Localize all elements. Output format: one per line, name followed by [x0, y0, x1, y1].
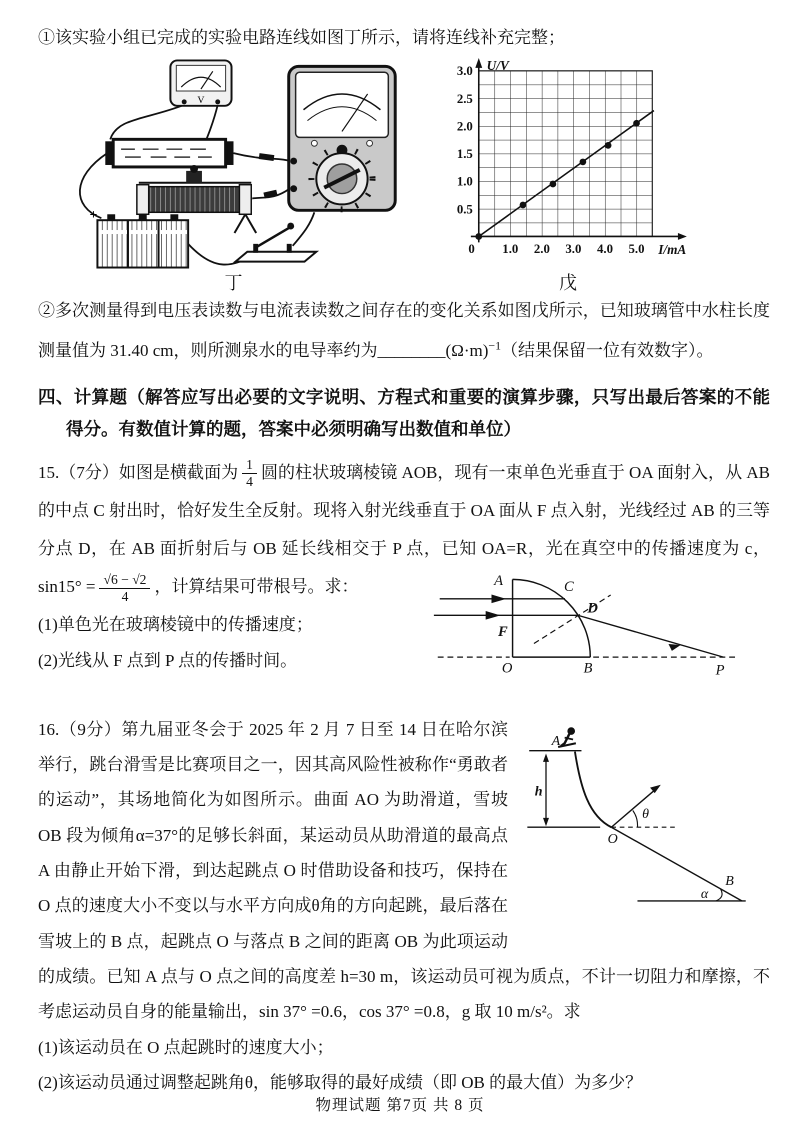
question-16 [38, 712, 770, 1101]
svg-text:5.0: 5.0 [628, 242, 645, 257]
q15-item-2: (2)光线从 F 点到 P 点的传播时间。 [38, 651, 298, 671]
takeoff-arrow [611, 784, 660, 826]
question-15 [38, 454, 770, 704]
unit-base: (Ω·m) [445, 340, 489, 360]
q14-subquestion-2 [38, 291, 770, 371]
circuit-diagram-figure [56, 57, 411, 269]
page-footer: 物理试题 第7页 共 8 页 [315, 1097, 485, 1114]
svg-text:3.0: 3.0 [456, 64, 473, 79]
q14-figures-row [56, 57, 770, 293]
svg-text:1.0: 1.0 [456, 174, 473, 189]
q15-seg2: 圆的柱状玻璃棱镜 AOB，现有一束单色光垂直于 OA 面射入，从 AB 的中点 C 射出时，恰好发生全反射。现将入射光线垂直于 OA 面从 F 点入射，光线经过 AB 的三等分点 D，在 AB 面折射后与 OB 延长线相交于 P 点，已知 OA=R，光在真空中的 [38, 462, 771, 559]
graph-figure-caption: 戊 [559, 272, 577, 293]
label-B: B [725, 873, 734, 889]
label-F: F [498, 624, 508, 641]
voltmeter-v-mark: V [197, 94, 205, 106]
svg-text:1.5: 1.5 [456, 146, 473, 161]
prism-labels [493, 574, 724, 679]
label-theta: θ [642, 806, 650, 822]
svg-text:1.0: 1.0 [502, 242, 519, 257]
voltmeter [170, 60, 231, 105]
y-axis-title: U/V [486, 57, 509, 73]
unit-exponent: −1 [488, 338, 502, 353]
ski-jump-figure-wrap [518, 714, 770, 924]
svg-text:0.5: 0.5 [456, 202, 473, 217]
prism-ray-figure [430, 570, 770, 685]
sin15-fraction: $\frac{√6 - √2}{4}$ [99, 572, 150, 604]
q15-item-1: (1)单色光在玻璃棱镜中的传播速度； [38, 614, 313, 634]
circuit-figure-caption: 丁 [224, 272, 243, 293]
q14-part2-text-b: （结果保留一位有效数字）。 [501, 340, 714, 360]
svg-text:2.0: 2.0 [533, 242, 550, 257]
ski-jump-figure [518, 714, 770, 919]
prism-figure-wrap [430, 570, 770, 699]
label-O: O [607, 831, 618, 847]
svg-text:2.0: 2.0 [456, 119, 473, 134]
circuit-figure-block [56, 57, 411, 295]
one-quarter-fraction: $\frac{1}{4}$ [242, 457, 257, 489]
skier-icon [558, 727, 576, 746]
label-O: O [501, 660, 513, 677]
graph-grid [479, 71, 653, 237]
theta-arc [633, 810, 638, 827]
label-alpha: α [700, 886, 709, 902]
slope-line [611, 827, 742, 901]
q14-part2-text-a: ②多次测量得到电压表读数与电流表读数之间存在的变化关系如图戊所示，已知玻璃管中水柱长度测量值为 31.40 cm，则所测泉水的电导率约为 [38, 300, 770, 360]
height-arrow [543, 753, 549, 826]
svg-text:3.0: 3.0 [565, 242, 582, 257]
inrun-curve [575, 751, 611, 827]
switch [235, 223, 316, 262]
label-P: P [715, 662, 725, 679]
label-A: A [551, 733, 561, 749]
answer-blank: ________ [377, 340, 446, 360]
y-axis-arrow [475, 58, 482, 68]
label-h: h [534, 784, 543, 800]
multimeter [289, 66, 396, 210]
alpha-arc [716, 888, 722, 900]
q16-item-1: (1)该运动员在 O 点起跳时的速度大小； [38, 1037, 334, 1057]
normal-line-at-D [534, 595, 611, 644]
u-i-graph-figure [437, 57, 699, 269]
q16-body: 16.（9分）第九届亚冬会于 2025 年 2 月 7 日至 14 日在哈尔滨举行，跳台滑雪是比赛项目之一，因其高风险性被称作“勇敢者的运动”，其场地简化为如图所示。曲面 AO 为助滑道，雪坡 OB 段为倾角α=37°的足够长斜面，某运动员从助滑道的最高点 A 由静止开始下滑，到达起跳点 O 时借助设备和技巧，保持在 O 点的速度大小不变以与水平方向成θ角的方向起跳，最后落在雪坡上的 B 点，起跳点 O 与落点 B 之间的距离 OB 为此项运动的成绩。已知 A 点与 O 点之间的高度差 h=30 m，该运动员可视为质点，不计一切阻力和摩擦，不考虑运动员自身的能量输出，sin 37° =0.6，cos 37° =0.8，g 取 10 m/s²。求 [38, 719, 770, 1022]
section-4-heading: 四、计算题（解答应写出必要的文字说明、方程式和重要的演算步骤，只写出最后答案的不能得分。有数值计算的题，答案中必须明确写出数值和单位） [38, 386, 770, 440]
svg-text:0: 0 [468, 242, 475, 257]
label-B: B [583, 660, 593, 677]
q15-seg4: ，计算结果可带根号。求： [154, 577, 359, 597]
battery-plus-mark: + [89, 207, 98, 223]
q16-item-2: (2)该运动员通过调整起跳角θ，能够取得的最好成绩（即 OB 的最大值）为多少？ [38, 1073, 643, 1093]
x-axis-title: I/mA [658, 242, 687, 258]
incident-rays [434, 596, 579, 619]
q15-seg1: 15.（7分）如图是横截面为 [38, 462, 239, 482]
quarter-circle-prism [513, 580, 591, 658]
label-A: A [494, 573, 504, 590]
x-axis-arrow [678, 233, 687, 240]
svg-text:4.0: 4.0 [596, 242, 613, 257]
q14-subquestion-1: ①该实验小组已完成的实验电路连线如图丁所示，请将连线补充完整； [38, 28, 565, 47]
svg-text:2.5: 2.5 [456, 91, 473, 106]
battery-pack [90, 207, 189, 267]
water-tube [105, 139, 233, 167]
graph-figure-block [437, 57, 699, 295]
refracted-ray [578, 616, 723, 658]
label-D: D [587, 600, 598, 617]
q15-seg3: 传播速度为 c，sin15° = [38, 539, 771, 597]
label-C: C [564, 579, 574, 596]
